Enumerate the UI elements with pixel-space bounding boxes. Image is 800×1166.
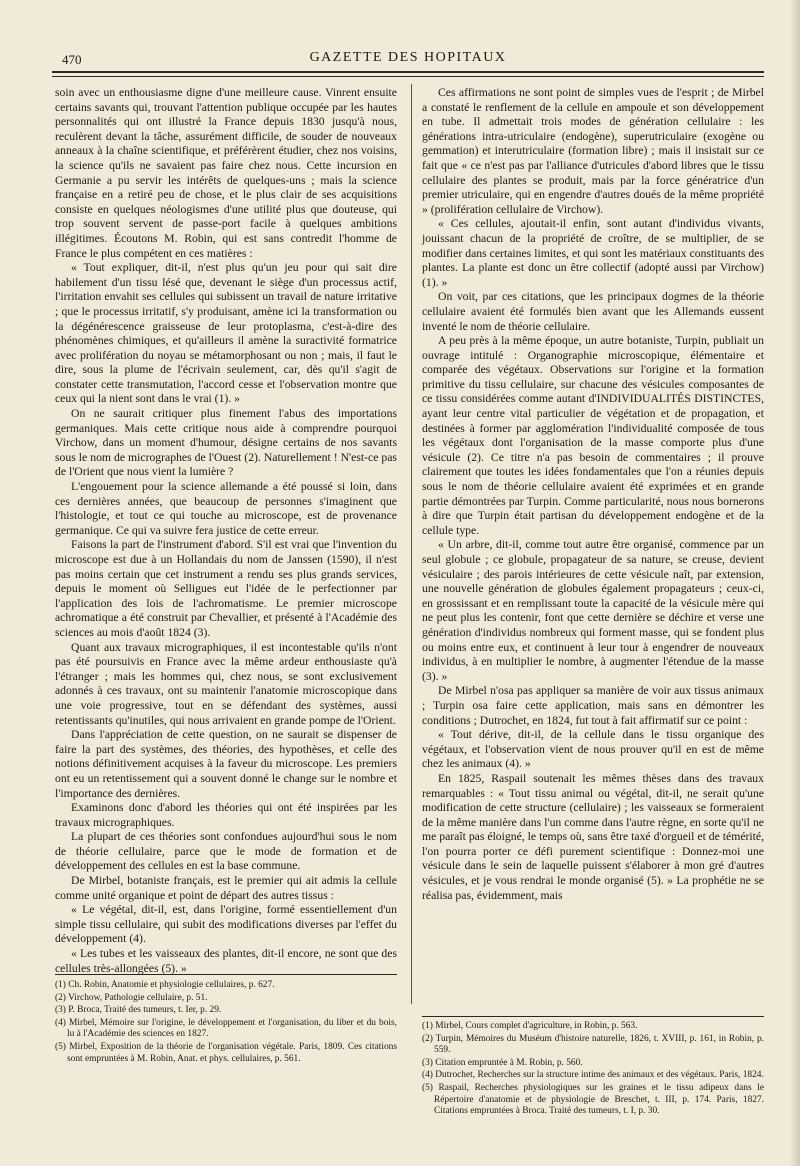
header-rule-thin [52,76,764,77]
footnote: (1) Mirbel, Cours complet d'agriculture, in Robin, p. 563. [422,1021,638,1031]
paragraph: « Le végétal, dit-il, est, dans l'origine, formé essentiellement d'un simple tissu cellulaire, qui subit des modifications diverses par l'effet du développement (4). [55,903,397,946]
footnote: (5) Mirbel, Exposition de la théorie de l'organisation végétale. Paris, 1809. Ces citations sont empruntées à M. Robin, Anat. et phys. cellulaires, p. 561. [55,1041,397,1064]
footnote: (1) Ch. Robin, Anatomie et physiologie cellulaires, p. 627. [55,980,275,990]
paragraph: Faisons la part de l'instrument d'abord. S'il est vrai que l'invention du microscope est due à un Hollandais du nom de Janssen (1590), il n'est pas moins certain que cet instrument a rendu ses plus grands services, depuis le moment où Selligues eut l'idée de le perfectionner par l'application des lois de l'achromatisme. Le premier microscope achromatique a été construit par Chevallier, et présenté à l'Académie des sciences au mois d'août 1824 (3). [55,538,397,639]
paragraph: Ces affirmations ne sont point de simples vues de l'esprit ; de Mirbel a constaté le renflement de la cellule en ampoule et son développement en tube. Il admettait trois modes de génération cellulaire : les générations intra-utriculaire (endogène), superutriculaire (exogène ou gemmation) et interutriculaire (formation libre) ; mais il insistait sur ce fait que « ce n'est pas par l'alliance d'utricules d'abord libres que le tissu cellulaire des plantes se produit, mais par la force génératrice d'un premier utriculaire, qui en engendre d'autres doués de la même propriété » (prolifération cellulaire de Virchow). [422,86,764,216]
paragraph: « Ces cellules, ajoutait-il enfin, sont autant d'individus vivants, jouissant chacun de la propriété de croître, de se multiplier, de se modifier dans certaines limites, et qui sont les matériaux constituants des plantes. La plante est donc un être collectif (adopté aussi par Virchow) (1). » [422,217,764,289]
footnote: (2) Turpin, Mémoires du Muséum d'histoire naturelle, 1826, t. XVIII, p. 161, in Robin, p. 559. [422,1033,764,1056]
footnote: (5) Raspail, Recherches physiologiques sur les graines et le tissu adipeux dans le Répertoire d'anatomie et de physiologie de Breschet, t. III, p. 174. Paris, 1827. Citations empruntées à Broca. Traité des tumeurs, t. I, p. 30. [422,1082,764,1117]
footnote: (3) P. Broca, Traité des tumeurs, t. Ier, p. 29. [55,1005,222,1016]
footnotes-right [422,1021,764,1119]
footnote: (4) Dutrochet, Recherches sur la structure intime des animaux et des végétaux. Paris, 1824. [422,1070,764,1081]
page-number: 470 [62,52,82,67]
footnote-rule-left [55,974,397,975]
paragraph: Quant aux travaux micrographiques, il est incontestable qu'ils n'ont pas été poursuivis en France avec la même ardeur enthousiaste qu'à l'étranger ; mais les hommes qui, chez nous, se sont exclusivement adonnés à ces travaux, ont su maintenir l'anatomie microscopique dans une voie progressive, tout en se défendant des systèmes, aussi retentissants qu'inutiles, qui nous arrivaient en grande pompe de l'Orient. [55,640,397,727]
paragraph: Examinons donc d'abord les théories qui ont été inspirées par les travaux micrographiques. [55,801,397,829]
paragraph: L'engouement pour la science allemande a été poussé si loin, dans ces dernières années, que beaucoup de personnes s'imaginent que l'histologie, et tout ce qui touche au microscope, est de provenance germanique. Ce qui va suivre fera justice de cette erreur. [55,480,397,537]
paragraph: « Un arbre, dit-il, comme tout autre être organisé, commence par un seul globule ; ce globule, propagateur de sa nature, se creuse, devient vésiculaire ; des parois intérieures de cette vésicule naît, par extension, une nouvelle génération de globules également propagateurs ; ceux-ci, en grossissant et en remplissant toute la capacité de la vésicule mère qui ne peut plus les contenir, font que cette dernière se déchire et verse une génération d'individus nombreux qui forment masse, qui se fondent plus ou moins entre eux, et continuent à leur tour à engendrer de nouveaux individus, à en multiplier le nombre, à augmenter l'étendue de la masse (3). » [422,538,764,683]
paragraph: En 1825, Raspail soutenait les mêmes thèses dans des travaux remarquables : « Tout tissu animal ou végétal, dit-il, ne serait qu'une modification de cette structure (cellulaire) ; les vaisseaux se formeraient de la même manière dans l'un comme dans l'autre règne, en sorte qu'il ne me paraît pas éloigné, le temps où, sans être taxé d'orgueil et de témérité, l'on pourra porter ce défi purement scientifique : Donnez-moi une vésicule dans le sein de laquelle puissent s'élaborer à mon gré d'autres vésicules, et je vous rendrai le monde organisé (5). » La prophétie ne se réalisa pas, évidemment, mais [422,771,764,902]
footnote: (2) Virchow, Pathologie cellulaire, p. 51. [55,992,208,1003]
page-edge-shadow [790,0,800,1166]
paragraph: De Mirbel n'osa pas appliquer sa manière de voir aux tissus animaux ; Turpin osa faire cette application, mais sans en démontrer les conditions ; Dutrochet, en 1824, fut tout à fait affirmatif sur ce point : [422,684,764,727]
paragraph: A peu près à la même époque, un autre botaniste, Turpin, publiait un ouvrage intitulé : Organographie microscopique, élémentaire et comparée des végétaux. Observations sur l'origine et la formation primitive du tissu cellulaire, sur chacune des vésicules composantes de ce tissu considérées comme autant d'INDIVIDUALITÉS DISTINCTES, ayant leur centre vital particulier de végétation et de propagation, et destinées à former par agglomération l'individualité composée de tous les végétaux dont l'organisation de la masse comporte plus d'une vésicule (2). Ce titre n'a pas besoin de commentaires ; il prouve clairement que toutes les idées fondamentales que l'on a réunies depuis sous le nom de théorie cellulaire avaient été exprimées et en grande partie démontrées par Turpin. Comme particularité, nous nous bornerons à dire que Turpin était partisan du développement endogène et de la cellule type. [422,334,764,537]
paragraph: soin avec un enthousiasme digne d'une meilleure cause. Vinrent ensuite certains savants qui, trouvant l'attention publique occupée par les hautes personnalités qui ont illustré la France depuis 1830 jusqu'à nous, reculèrent devant la tâche, assurément difficile, de souder de nouveaux anneaux à la chaîne scientifique, et préférèrent étudier, chez nos voisins, la science qu'ils ne savaient pas faire chez nous. Cette incursion en Germanie a pu servir les intérêts de quelques-uns ; mais la science française en a retiré peu de chose, et le plus clair de ses acquisitions consiste en quelques néologismes d'une utilité plus que douteuse, qui trop souvent servent de passe-port facile à quelques ambitions illégitimes. Écoutons M. Robin, qui est sans contredit l'homme de France le plus compétent en ces matières : [55,86,397,260]
page-header [52,48,764,70]
left-column [55,86,397,976]
paragraph: « Les tubes et les vaisseaux des plantes, dit-il encore, ne sont que des cellules très-allongées (5). » [55,947,397,975]
column-divider [411,84,412,1004]
running-title: GAZETTE DES HOPITAUX [309,50,507,65]
header-rule [52,71,764,73]
paragraph: On ne saurait critiquer plus finement l'abus des importations germaniques. Mais cette critique nous aide à comprendre pourquoi Virchow, dans un moment d'humour, désigne certains de nos savants sous le nom de micrographes de l'Ouest (2). Naturellement ! N'est-ce pas de l'Orient que nous vient la lumière ? [55,407,397,479]
footnotes-left [55,980,397,1066]
paragraph: « Tout dérive, dit-il, de la cellule dans le tissu organique des végétaux, et l'observation vient de nous prouver qu'il en est de même chez les animaux (4). » [422,728,764,771]
paragraph: De Mirbel, botaniste français, est le premier qui ait admis la cellule comme unité organique et point de départ des autres tissus : [55,874,397,902]
right-column [422,86,764,903]
paragraph: La plupart de ces théories sont confondues aujourd'hui sous le nom de théorie cellulaire, parce que le mode de formation et de développement des cellules en est la base commune. [55,830,397,873]
footnote: (4) Mirbel, Mémoire sur l'origine, le développement et l'organisation, du liber et du bois, lu à l'Académie des sciences en 1827. [55,1017,397,1040]
paragraph: On voit, par ces citations, que les principaux dogmes de la théorie cellulaire avaient été formulés bien avant que les Allemands eussent inventé le nom de théorie cellulaire. [422,290,764,333]
footnote: (3) Citation empruntée à M. Robin, p. 560. [422,1057,583,1068]
paragraph: Dans l'appréciation de cette question, on ne saurait se dispenser de faire la part des systèmes, des théories, des hypothèses, et celle des notions définitivement acquises à la faveur du microscope. Les premiers ont eu un retentissement qui a souvent donné le change sur le nombre et l'importance des dernières. [55,728,397,800]
footnote-rule-right [422,1016,764,1017]
paragraph: « Tout expliquer, dit-il, n'est plus qu'un jeu pour qui sait dire habilement d'un tissu lésé que, devenant le siège d'un processus actif, l'irritation envahit ses cellules qui subissent un travail de nature irritative ; que le processus irritatif, s'y produisant, amène ici la transformation ou la dégénérescence graisseuse de leur protoplasma, c'est-à-dire des phénomènes chimiques, et qu'ailleurs il amène la suractivité formatrice avec prolifération du noyau se métamorphosant ou non ; mais, il faut le dire, sous la plume de l'écrivain seulement, car, dès qu'il s'agit de constater cette transmutation, l'accord cesse et l'observation montre que ceux qui la nient sont dans le vrai (1). » [55,261,397,406]
